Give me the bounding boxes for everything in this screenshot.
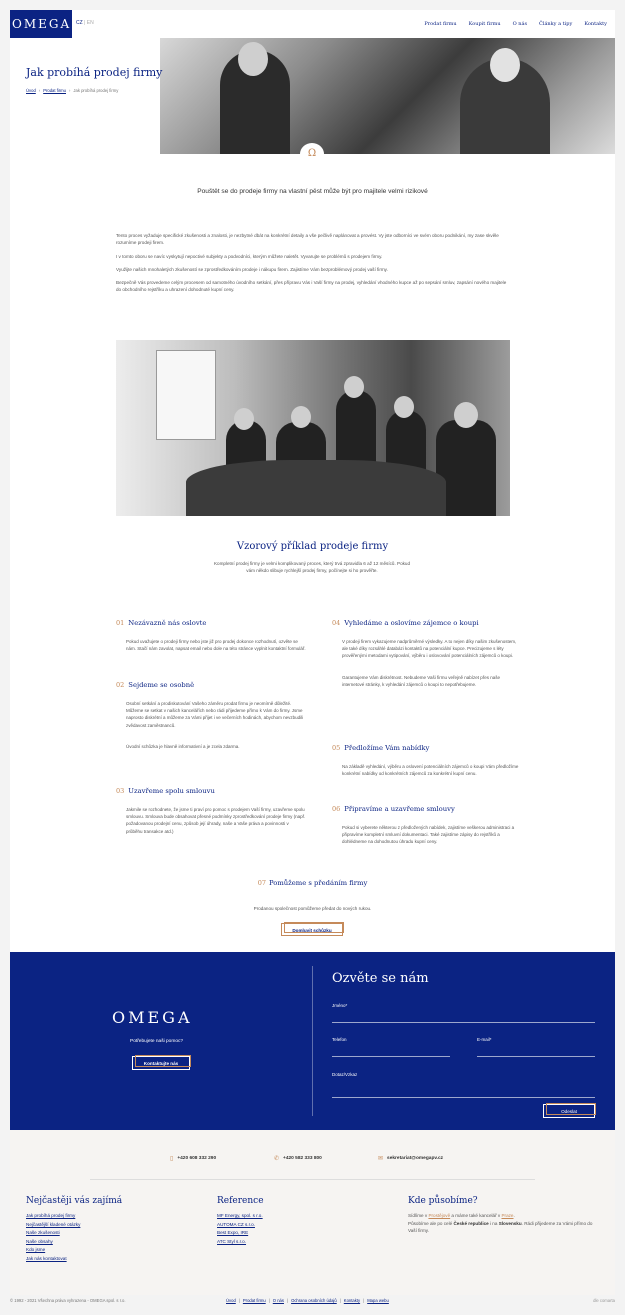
- step-04: [332, 612, 522, 697]
- logo[interactable]: OMEGA: [10, 10, 72, 38]
- step-title: Uzavřeme spolu smlouvu: [128, 787, 215, 795]
- question-input[interactable]: [332, 1080, 595, 1090]
- step-05: [332, 737, 522, 786]
- step-number: 02: [116, 681, 125, 689]
- footer-link[interactable]: Ochrana osobních údajů: [291, 1298, 337, 1303]
- intro-paragraph: Využijte našich mnohaletých zkušeností se zprostředkováním prodeje i nákupu firem. Zajistíme Vám bezproblémový prodej vaší firmy.: [116, 266, 388, 272]
- step-number: 07: [257, 879, 266, 887]
- faq-link[interactable]: Kdo jsme: [26, 1247, 46, 1252]
- step-title: Předložíme Vám nabídky: [344, 744, 430, 752]
- faq-link[interactable]: Naše zkušenosti: [26, 1230, 60, 1235]
- phone-label: Telefon: [332, 1037, 347, 1042]
- faq-link[interactable]: Naše obsahy: [26, 1238, 53, 1244]
- step-title: Připravíme a uzavřeme smlouvy: [344, 805, 455, 813]
- help-text: Potřebujete naši pomoc?: [130, 1039, 184, 1044]
- nav-buy-company[interactable]: Koupit firmu: [468, 21, 501, 27]
- question-field: [332, 1072, 595, 1098]
- copyright: © 1992 - 2021 Všechna práva vyhrazena - OMEGA spol. s r.o.: [10, 1298, 126, 1303]
- mail-icon: ✉: [378, 1156, 384, 1162]
- step-03: [116, 780, 306, 844]
- name-label: Jméno*: [332, 1003, 348, 1008]
- lead-text: Pouštět se do prodeje firmy na vlastní pěst může být pro majitele velmi rizikové: [197, 188, 428, 195]
- breadcrumb-current: Jak probíhá prodej firmy: [73, 88, 119, 93]
- footer-links: Úvod | Prodat firmu | O nás | Ochrana osobních údajů | Kontakty | Mapa webu: [226, 1298, 389, 1303]
- footer-link[interactable]: Kontakty: [343, 1298, 361, 1303]
- step-number: 03: [116, 787, 125, 795]
- contact-form-title: Ozvěte se nám: [332, 971, 429, 986]
- city-link-praha[interactable]: Praze: [501, 1213, 514, 1218]
- step-text: Pokud uvažujete o prodeji firmy nebo jste již pro prodej dokonce rozhodnutí, ozvěte se nám. Stačí nám zavolat, napsat email nebo dole na této stránce vyplnit kontaktní formulář.: [126, 639, 306, 652]
- faq-link[interactable]: Nejčastější kladené otázky: [26, 1221, 81, 1227]
- step-text: Pokud si vyberete některou z předložených nabídek, zajistíme veškerou administraci a připravíme kompletní smluvní dokumentaci. Také zajistíme zápisy do rejstříků a dohlédneme na dohodnutou úhradu kupní ceny.: [342, 825, 515, 845]
- main-nav: [424, 21, 607, 27]
- email-label: E-mail*: [477, 1037, 492, 1042]
- nav-contacts[interactable]: Kontakty: [584, 21, 607, 27]
- step-01: [116, 612, 306, 661]
- step-title: Vyhledáme a oslovíme zájemce o koupi: [344, 619, 479, 627]
- footer-link[interactable]: Prodat firmu: [242, 1298, 266, 1303]
- email-field: [477, 1037, 595, 1057]
- step-title: Pomůžeme s předáním firmy: [268, 879, 368, 887]
- footer-link[interactable]: Mapa webu: [367, 1298, 389, 1303]
- reference-link[interactable]: Best Expo, IRE: [217, 1230, 249, 1235]
- page-title: Jak probíhá prodej firmy: [26, 66, 163, 79]
- nav-about[interactable]: O nás: [512, 21, 528, 27]
- email-input[interactable]: [477, 1045, 595, 1055]
- step-text: Jakmile se rozhodnete, že jsme ti praví pro pomoc s prodejem Vaší firmy, uzavřeme spolu smlouvu. Smlouva bude obsahovat přesné podmínky zprostředkování prodeje firmy (např. požadovanou prodejní cenu, způsob její úhrady, naše a Vaše práva a povinnosti v průběhu transakce atd.): [126, 807, 306, 834]
- step-text: Úvodní schůzka je hlavně informativní a je zcela zdarma.: [126, 743, 240, 749]
- phone-contact-2[interactable]: ✆ +420 582 333 800: [274, 1156, 322, 1162]
- language-switch: CZ | EN: [76, 20, 94, 26]
- breadcrumb-sell[interactable]: Prodat firmu: [43, 88, 66, 93]
- step-title: Sejdeme se osobně: [128, 681, 195, 689]
- contact-us-button[interactable]: Kontaktujte nás: [132, 1056, 190, 1070]
- question-label: Dotaz/Vzkaz: [332, 1072, 358, 1077]
- intro-paragraph: I v tomto oboru se navíc vyskytují nepoctivé subjekty a podvodníci, kterým můžete naletět. Vyvarujte se problémů s prodejem firmy.: [116, 253, 383, 259]
- faq-column: [26, 1196, 176, 1263]
- hero-photo: [160, 38, 615, 154]
- phone-input[interactable]: [332, 1045, 450, 1055]
- step-text: Na základě vyhledání, výběru a oslovení potenciálních zájemců o koupi Vám předložíme konkrétní nabídky od konkrétních zájemců za konkrétní kupní cenu.: [342, 764, 519, 777]
- schedule-meeting-button[interactable]: Domluvit schůzku: [281, 923, 343, 936]
- email-contact[interactable]: ✉ sekretariat@omegapv.cz: [378, 1156, 444, 1162]
- lang-en[interactable]: EN: [86, 20, 94, 26]
- divider: [90, 1179, 535, 1180]
- bottom-bar: [10, 1295, 615, 1307]
- references-title: Reference: [217, 1196, 264, 1206]
- intro-paragraph: Tento proces vyžaduje specifické zkušenosti a znalosti, je nezbytné dbát na konkrétní detaily a vše pečlivě naplánovat a provést. Vy jste odborníci ve svém oboru podnikání, my zase skvěle rozumíme prodeji firem.: [116, 233, 499, 246]
- faq-link[interactable]: Jak probíhá prodej firmy: [26, 1213, 76, 1218]
- references-column: [217, 1196, 367, 1246]
- example-text: Kompletní prodej firmy je velmi komplikovaný proces, který trvá zpravidla 6 až 12 měsíců. Pokud vám někdo slibuje rychlejší prodej firmy, počínejte si ho prověřte.: [213, 561, 411, 574]
- mobile-phone-icon: ▯: [170, 1156, 174, 1162]
- where-title: Kde působíme?: [408, 1196, 478, 1206]
- band-logo: OMEGA: [112, 1008, 193, 1027]
- step-text: Osobní setkání a prodiskutování Vašeho záměru prodat firmu je neomírně důležité. Můžeme se setkat v našich kancelářích nebo rádi přijedeme přímo k Vám do firmy. Jsme naprosto diskrétní a můžeme za Vámi přijet i ve večerních hodinách, abychom nevzbudili zvědavost zaměstnanců.: [126, 701, 304, 728]
- breadcrumb-home[interactable]: Úvod: [26, 88, 36, 93]
- step-07: [0, 872, 625, 911]
- meeting-photo: [116, 340, 510, 516]
- footer-link[interactable]: O nás: [272, 1298, 284, 1303]
- omega-icon: Ω: [300, 143, 324, 165]
- author-credit[interactable]: dle comarta: [593, 1298, 615, 1303]
- phone-contact-1[interactable]: ▯ +420 608 332 290: [170, 1156, 217, 1162]
- step-02: [116, 674, 306, 759]
- where-column: [408, 1196, 598, 1235]
- nav-sell-company[interactable]: Prodat firmu: [424, 21, 457, 27]
- intro-paragraph: Bezpečně Vás provedeme celým procesem od samotného úvodního setkání, přes přípravu Vás i Vaší firmy na prodej, vyhledání vhodného kupce až po sepsání smluv, zapsání nového majitele do obchodního rejstříku a uhrazení dohodnuté kupní ceny.: [116, 280, 507, 293]
- reference-link[interactable]: MF Energy, spol. s r.o.: [217, 1213, 263, 1218]
- where-text: Sídlíme v Prostějově a máme také kancelář v Praze. Působíme ale po celé České republice i na Slovensku. Rádi přijedeme za Vámi přímo do Vaší firmy.: [408, 1213, 593, 1233]
- phone-field: [332, 1037, 450, 1057]
- step-number: 04: [332, 619, 341, 627]
- footer-link[interactable]: Úvod: [226, 1298, 236, 1303]
- name-input[interactable]: [332, 1011, 595, 1021]
- lang-cz[interactable]: CZ: [76, 20, 83, 26]
- step-06: [332, 798, 522, 855]
- step-title: Nezávazně nás oslovte: [128, 619, 207, 627]
- step-text: Prodanou společnost pomůžeme předat do nových rukou.: [253, 906, 372, 911]
- breadcrumb: Úvod › Prodat firmu › Jak probíhá prodej firmy: [26, 88, 119, 93]
- step-number: 05: [332, 744, 341, 752]
- step-text: Garantujeme Vám diskrétnost. Nebudeme Vaši firmu veřejně nabízet přes naše internetové stránky, k vyhledání zájemců o koupi to nepotřebujeme.: [342, 674, 500, 687]
- faq-link[interactable]: Jak nás kontaktovat: [26, 1255, 67, 1261]
- city-link-prostejov[interactable]: Prostějově: [428, 1213, 451, 1218]
- nav-articles[interactable]: Články a tipy: [539, 21, 573, 27]
- phone-icon: ✆: [274, 1156, 280, 1162]
- step-number: 06: [332, 805, 341, 813]
- faq-title: Nejčastěji vás zajímá: [26, 1196, 123, 1206]
- step-number: 01: [116, 619, 125, 627]
- submit-button[interactable]: Odeslat: [543, 1104, 595, 1118]
- top-bar: [10, 10, 615, 38]
- example-title: Vzorový příklad prodeje firmy: [236, 541, 389, 552]
- reference-link[interactable]: AUTOMA CZ s.r.o.: [217, 1221, 255, 1227]
- name-field: [332, 1003, 595, 1023]
- intro-text: [116, 232, 511, 300]
- step-text: V prodeji firem vykazujeme nadprůměrné výsledky. A to nejen díky našim zkušenostem, ale také díky rozsáhlé databázi kontaktů na potenciální kupce. Precizujeme s léty prověřenými metodami vytipování, výběru i oslovování potenciálních zájemců o koupi.: [342, 639, 517, 659]
- reference-link[interactable]: ATC Styl s.r.o.: [217, 1238, 247, 1244]
